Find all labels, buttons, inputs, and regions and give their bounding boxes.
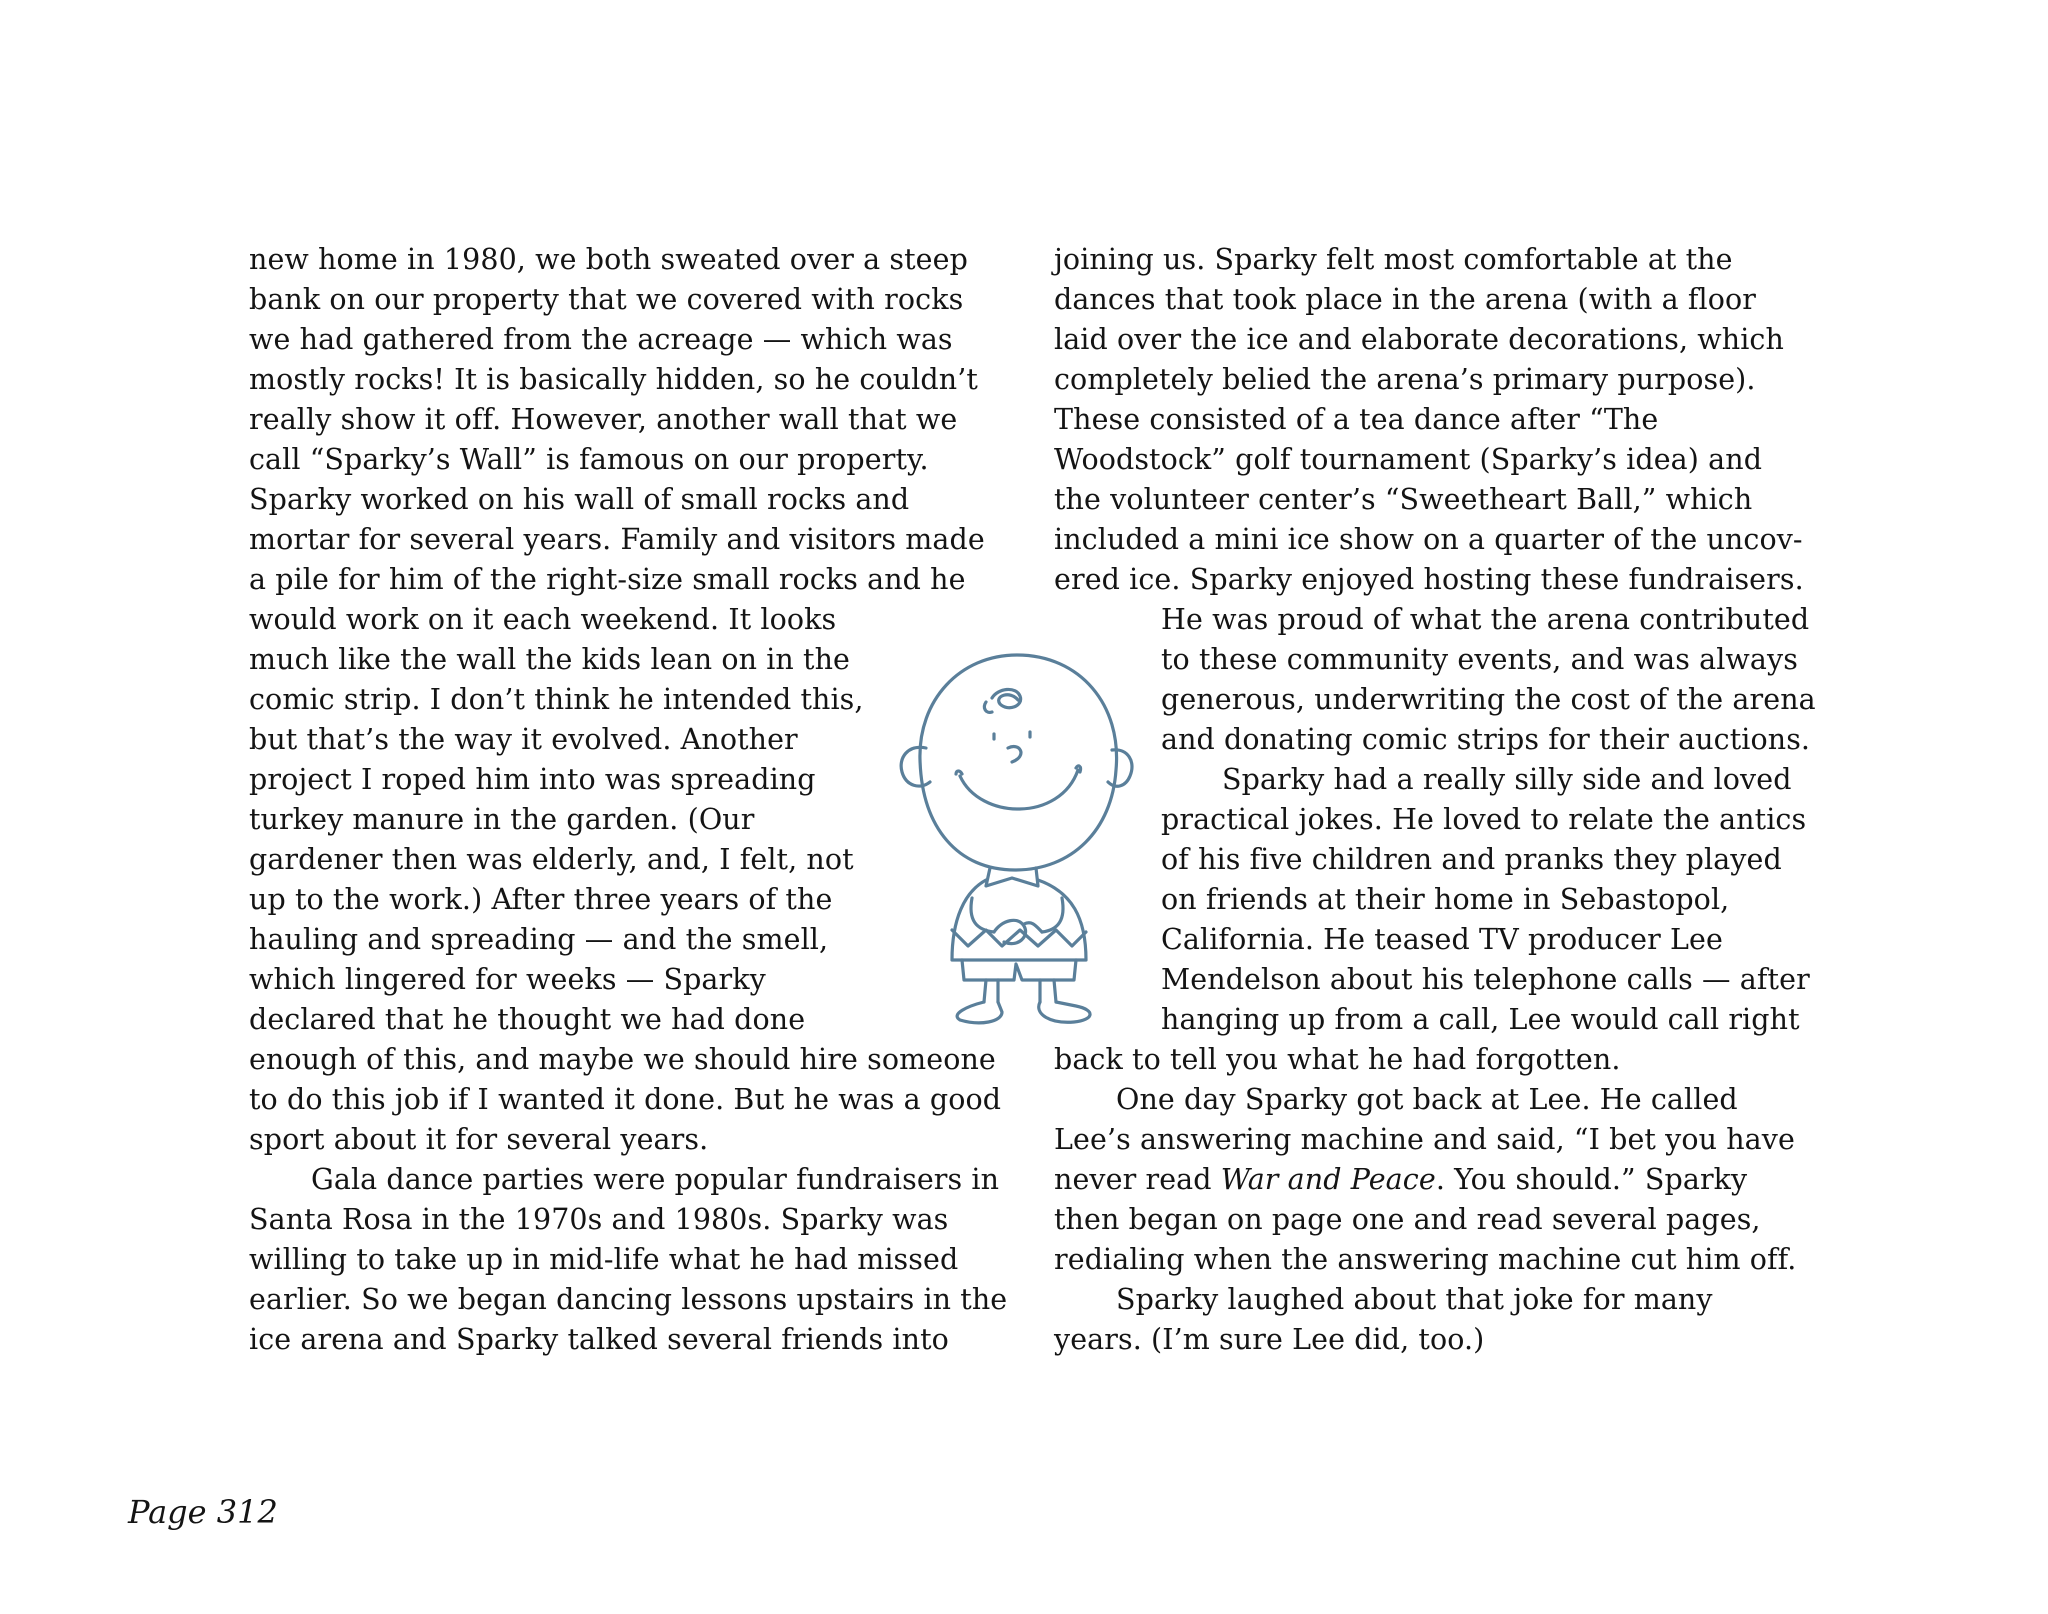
text-line: ered ice. Sparky enjoyed hosting these fundraisers.: [1054, 563, 1804, 596]
text-line: Lee’s answering machine and said, “I bet you have: [1054, 1123, 1795, 1156]
text-line: redialing when the answering machine cut him off.: [1054, 1243, 1797, 1276]
text-line: of his five children and pranks they played: [1161, 843, 1782, 876]
text-line: Woodstock” golf tournament (Sparky’s idea) and: [1054, 443, 1763, 476]
book-title: War and Peace: [1220, 1163, 1436, 1196]
paragraph-first-line: One day Sparky got back at Lee. He called: [1116, 1083, 1738, 1116]
text-line: willing to take up in mid-life what he had missed: [249, 1243, 959, 1276]
text-line: earlier. So we began dancing lessons upstairs in the: [249, 1283, 1008, 1316]
text-line: call “Sparky’s Wall” is famous on our property.: [249, 443, 929, 476]
text-line: then began on page one and read several pages,: [1054, 1203, 1761, 1236]
text-line: on friends at their home in Sebastopol,: [1161, 883, 1730, 916]
text-line: generous, underwriting the cost of the arena: [1161, 683, 1816, 716]
text-line: These consisted of a tea dance after “The: [1054, 403, 1659, 436]
text-line: Mendelson about his telephone calls — after: [1161, 963, 1810, 996]
text-line: hanging up from a call, Lee would call right: [1161, 1003, 1800, 1036]
text-line: comic strip. I don’t think he intended this,: [249, 683, 864, 716]
text-line: to these community events, and was always: [1161, 643, 1798, 676]
text-line: completely belied the arena’s primary purpose).: [1054, 363, 1756, 396]
text-line: much like the wall the kids lean on in the: [249, 643, 851, 676]
paragraph-first-line: Sparky laughed about that joke for many: [1116, 1283, 1713, 1316]
text-line: project I roped him into was spreading: [249, 763, 816, 796]
text-line: practical jokes. He loved to relate the antics: [1161, 803, 1807, 836]
text-line: California. He teased TV producer Lee: [1161, 923, 1723, 956]
text-line: which lingered for weeks — Sparky: [249, 963, 766, 996]
text-segment: . You should.” Sparky: [1435, 1163, 1748, 1196]
text-line: ice arena and Sparky talked several friends into: [249, 1323, 949, 1356]
text-line: the volunteer center’s “Sweetheart Ball,” which: [1054, 483, 1753, 516]
paragraph-first-line: Sparky had a really silly side and loved: [1222, 763, 1792, 796]
text-line: sport about it for several years.: [249, 1123, 709, 1156]
text-line: we had gathered from the acreage — which was: [249, 323, 953, 356]
text-line: bank on our property that we covered with rocks: [249, 283, 964, 316]
text-line: joining us. Sparky felt most comfortable at the: [1054, 243, 1733, 276]
text-segment: never read: [1054, 1163, 1212, 1196]
text-line: [1054, 1160, 1747, 1200]
text-line: and donating comic strips for their auctions.: [1161, 723, 1811, 756]
text-line: Sparky worked on his wall of small rocks and: [249, 483, 910, 516]
text-line: mostly rocks! It is basically hidden, so he couldn’t: [249, 363, 978, 396]
text-line: dances that took place in the arena (with a floor: [1054, 283, 1756, 316]
text-line: laid over the ice and elaborate decorations, which: [1054, 323, 1784, 356]
text-line: really show it off. However, another wall that we: [249, 403, 958, 436]
text-line: mortar for several years. Family and visitors made: [249, 523, 985, 556]
page-number: Page 312: [128, 1493, 278, 1531]
text-line: years. (I’m sure Lee did, too.): [1054, 1323, 1485, 1356]
paragraph-first-line: Gala dance parties were popular fundraisers in: [311, 1163, 1000, 1196]
text-line: up to the work.) After three years of the: [249, 883, 833, 916]
text-line: Santa Rosa in the 1970s and 1980s. Sparky was: [249, 1203, 949, 1236]
text-line: back to tell you what he had forgotten.: [1054, 1043, 1621, 1076]
text-line: a pile for him of the right-size small rocks and he: [249, 563, 966, 596]
text-line: but that’s the way it evolved. Another: [249, 723, 798, 756]
text-line: hauling and spreading — and the smell,: [249, 923, 829, 956]
text-line: would work on it each weekend. It looks: [249, 603, 837, 636]
text-line: enough of this, and maybe we should hire someone: [249, 1043, 996, 1076]
text-line: He was proud of what the arena contributed: [1161, 603, 1810, 636]
text-line: included a mini ice show on a quarter of the uncov-: [1054, 523, 1803, 556]
text-line: to do this job if I wanted it done. But he was a good: [249, 1083, 1002, 1116]
charlie-brown-icon: [890, 630, 1150, 1030]
text-line: new home in 1980, we both sweated over a steep: [249, 243, 968, 276]
text-line: turkey manure in the garden. (Our: [249, 803, 755, 836]
text-line: declared that he thought we had done: [249, 1003, 806, 1036]
text-line: gardener then was elderly, and, I felt, not: [249, 843, 854, 876]
